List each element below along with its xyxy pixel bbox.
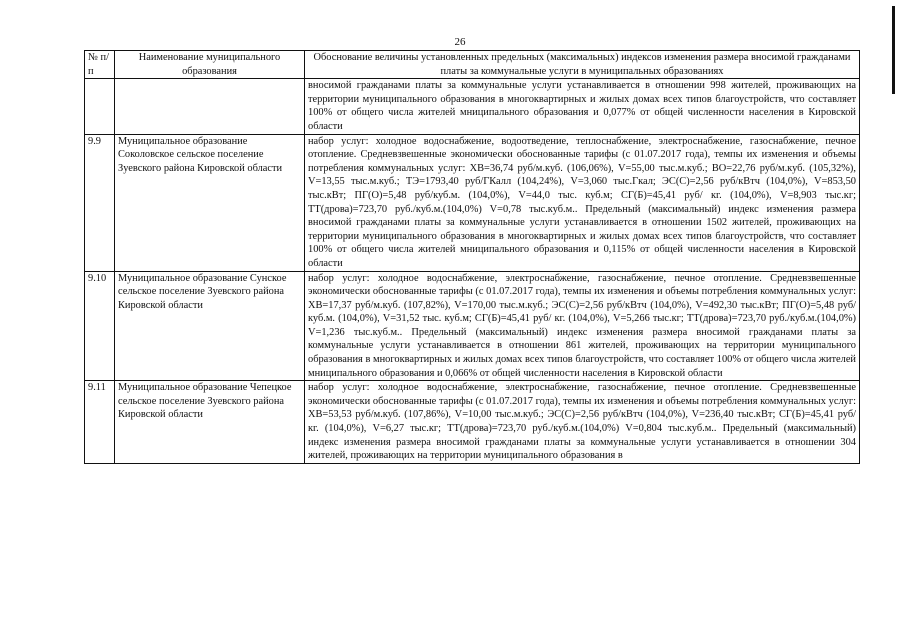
cell-name: Муниципальное образование Чепецкое сельское поселение Зуевского района Кировской области [115,381,305,464]
cell-description: набор услуг: холодное водоснабжение, электроснабжение, газоснабжение, печное отопление. Средневзвешенные экономически обоснованные тарифы (с 01.07.2017 года), темпы их изменения и объемы потребления коммунальных услуг: ХВ=17,37 руб/м.куб. (107,82%), V=170,00 тыс.м.куб.; ЭС(С)=2,56 руб/кВтч (104,0%), V=492,30 тыс.кВт; ПГ(О)=5,48 руб/куб.м. (104,0%), V=31,52 тыс. куб.м; СГ(Б)=45,41 руб/ кг. (104,0%), V=5,266 тыс.кг; ТТ(дрова)=723,70 руб./куб.м.(104,0%) V=1,236 тыс.куб.м.. Предельный (максимальный) индекс изменения размера вносимой гражданами платы за коммунальные услуги устанавливается в отношении 861 жителей, проживающих на территории муниципального образования в многоквартирных и жилых домах всех типов благоустройств, что составляет 100% от общего числа жителей мниципального образования и 0,066% от общей численности населения в Кировской области [305,271,860,381]
scan-edge-mark [892,6,895,94]
cell-name [115,79,305,134]
table-row [85,381,860,464]
page-number: 26 [454,36,466,48]
cell-description: набор услуг: холодное водоснабжение, электроснабжение, газоснабжение, печное отопление. Средневзвешенные экономически обоснованные тарифы (с 01.07.2017 года), темпы их изменения и объемы потребления коммунальных услуг: ХВ=53,53 руб/м.куб. (107,86%), V=10,00 тыс.м.куб.; ЭС(С)=2,56 руб/кВтч (104,0%), V=236,40 тыс.кВт; СГ(Б)=45,41 руб/ кг. (104,0%), V=6,27 тыс.кг; ТТ(дрова)=723,70 руб./куб.м.(104,0%) V=0,804 тыс.куб.м.. Предельный (максимальный) индекс изменения размера вносимой гражданами платы за коммунальные услуги устанавливается в отношении 304 жителей, проживающих на территории муниципального образования в [305,381,860,464]
table-row [85,134,860,271]
table-row [85,79,860,134]
header-description: Обоснование величины установленных предельных (максимальных) индексов изменения размера вносимой гражданами платы за коммунальные услуги в муниципальных образованиях [305,51,860,79]
table-header-row [85,51,860,79]
header-num: № п/п [85,51,115,79]
cell-num [85,79,115,134]
header-name: Наименование муниципального образования [115,51,305,79]
cell-description: набор услуг: холодное водоснабжение, водоотведение, теплоснабжение, электроснабжение, газоснабжение, печное отопление. Средневзвешенные экономически обоснованные тарифы (с 01.07.2017 года), темпы их изменения и объемы потребления коммунальных услуг: ХВ=36,74 руб/м.куб. (106,06%), V=55,00 тыс.м.куб.; ВО=22,76 руб/м.куб. (105,32%), V=13,55 тыс.м.куб.; ТЭ=1793,40 руб/ГКалл (104,24%), V=3,060 тыс.Гкал; ЭС(С)=2,56 руб/кВтч (104,0%), V=853,50 тыс.кВт; ПГ(О)=5,48 руб/куб.м. (104,0%), V=44,0 тыс. куб.м; СГ(Б)=45,41 руб/ кг. (104,0%), V=8,903 тыс.кг; ТТ(дрова)=723,70 руб./куб.м.(104,0%) V=0,78 тыс.куб.м.. Предельный (максимальный) индекс изменения размера вносимой гражданами платы за коммунальные услуги устанавливается в отношении 1502 жителей, проживающих на территории муниципального образования в многоквартирных и жилых домах всех типов благоустройств, что составляет 100% от общего числа жителей мниципального образования и 0,115% от общей численности населения в Кировской области [305,134,860,271]
cell-name: Муниципальное образование Сунское сельское поселение Зуевского района Кировской области [115,271,305,381]
cell-description-continuation: вносимой гражданами платы за коммунальные услуги устанавливается в отношении 998 жителей, проживающих на территории муниципального образования в многоквартирных и жилых домах всех типов благоустройств, что составляет 100% от общего числа жителей мниципального образования и 0,077% от общей численности населения в Кировской области [305,79,860,134]
cell-name: Муниципальное образование Соколовское сельское поселение Зуевского района Кировской области [115,134,305,271]
tariff-index-table [84,50,860,464]
cell-num: 9.10 [85,271,115,381]
cell-num: 9.11 [85,381,115,464]
table-row [85,271,860,381]
cell-num: 9.9 [85,134,115,271]
